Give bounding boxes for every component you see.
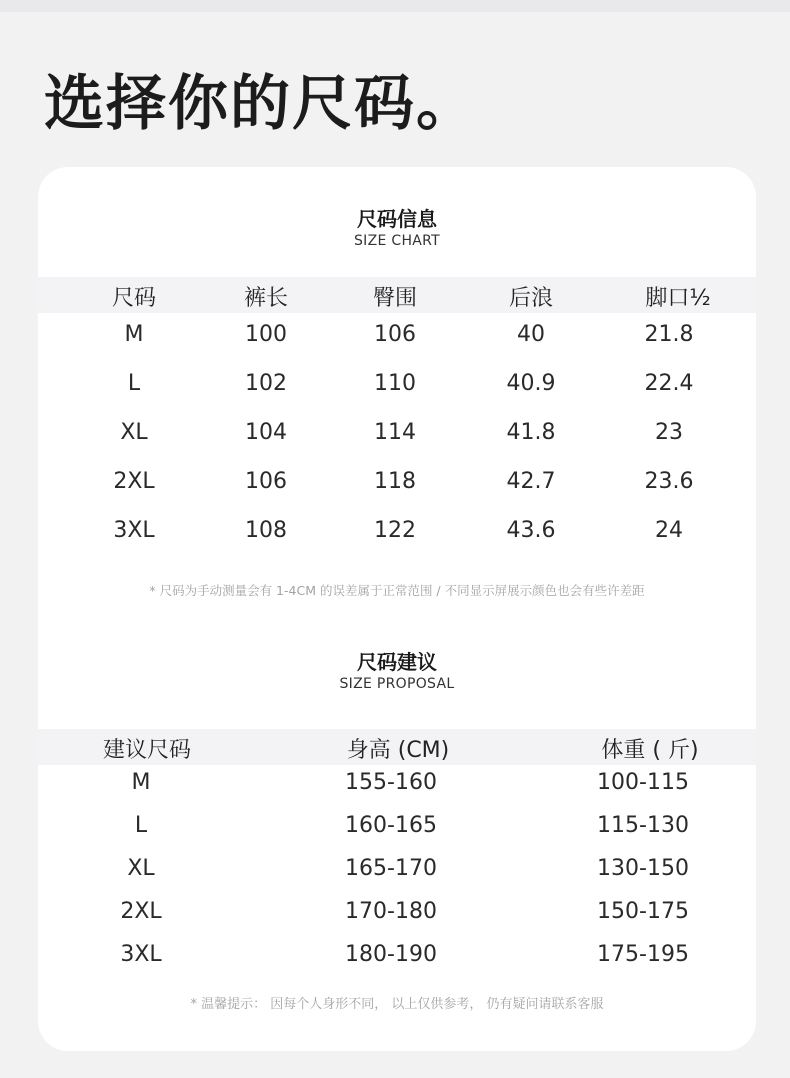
size-chart-title: 尺码信息 — [357, 207, 437, 231]
table-cell: 114 — [374, 420, 416, 445]
table-cell: 110 — [374, 371, 416, 396]
table-cell: 42.7 — [506, 469, 556, 494]
table-cell: 106 — [374, 322, 416, 347]
size-proposal-note: * 温馨提示： 因每个人身形不同， 以上仅供参考， 仍有疑问请联系客服 — [190, 997, 604, 1012]
table-cell: 3XL — [120, 942, 162, 967]
table-cell: 150-175 — [597, 899, 689, 924]
table-cell: 115-130 — [597, 813, 689, 838]
size-card — [38, 167, 756, 1051]
table-cell: 100-115 — [597, 770, 689, 795]
size-proposal-subtitle: SIZE PROPOSAL — [339, 676, 455, 692]
table-cell: 43.6 — [506, 518, 556, 543]
table-cell: 155-160 — [345, 770, 437, 795]
table-cell: 160-165 — [345, 813, 437, 838]
table-cell: L — [134, 813, 148, 838]
table-cell: 40.9 — [506, 371, 556, 396]
size-chart-header-leg-opening: 脚口½ — [645, 286, 711, 311]
table-cell: 122 — [374, 518, 416, 543]
table-cell: 175-195 — [597, 942, 689, 967]
table-cell: XL — [120, 420, 148, 445]
table-cell: 2XL — [120, 899, 162, 924]
table-cell: 22.4 — [644, 371, 694, 396]
size-chart-header-size: 尺码 — [111, 286, 157, 311]
size-proposal-header-height: 身高 (CM) — [346, 738, 450, 763]
table-cell: 100 — [245, 322, 287, 347]
table-cell: M — [124, 322, 144, 347]
table-cell: 24 — [655, 518, 683, 543]
table-cell: 40 — [517, 322, 545, 347]
table-cell: 165-170 — [345, 856, 437, 881]
table-cell: 3XL — [113, 518, 155, 543]
top-strip — [0, 0, 790, 12]
table-cell: 23.6 — [644, 469, 694, 494]
table-cell: XL — [127, 856, 155, 881]
table-cell: 21.8 — [644, 322, 694, 347]
table-cell: M — [131, 770, 151, 795]
page-title: 选择你的尺码。 — [44, 69, 478, 139]
size-chart-note: * 尺码为手动测量会有 1-4CM 的误差属于正常范围 / 不同显示屏展示颜色也会有些许差距 — [149, 583, 645, 598]
size-proposal-header-size: 建议尺码 — [102, 738, 192, 763]
table-cell: 106 — [245, 469, 287, 494]
table-cell: 2XL — [113, 469, 155, 494]
table-cell: 102 — [245, 371, 287, 396]
table-cell: 104 — [245, 420, 287, 445]
table-cell: 130-150 — [597, 856, 689, 881]
size-chart-header-length: 裤长 — [243, 286, 289, 311]
size-chart-header-hip: 臀围 — [372, 286, 418, 311]
size-proposal-header-weight: 体重 ( 斤) — [601, 738, 699, 763]
table-cell: 41.8 — [506, 420, 556, 445]
size-chart-subtitle: SIZE CHART — [353, 233, 441, 249]
table-cell: 23 — [655, 420, 683, 445]
size-proposal-title: 尺码建议 — [357, 650, 437, 674]
table-cell: 180-190 — [345, 942, 437, 967]
table-cell: 118 — [374, 469, 416, 494]
table-cell: 108 — [245, 518, 287, 543]
size-chart-header-rise: 后浪 — [508, 286, 554, 311]
table-cell: L — [127, 371, 141, 396]
table-cell: 170-180 — [345, 899, 437, 924]
